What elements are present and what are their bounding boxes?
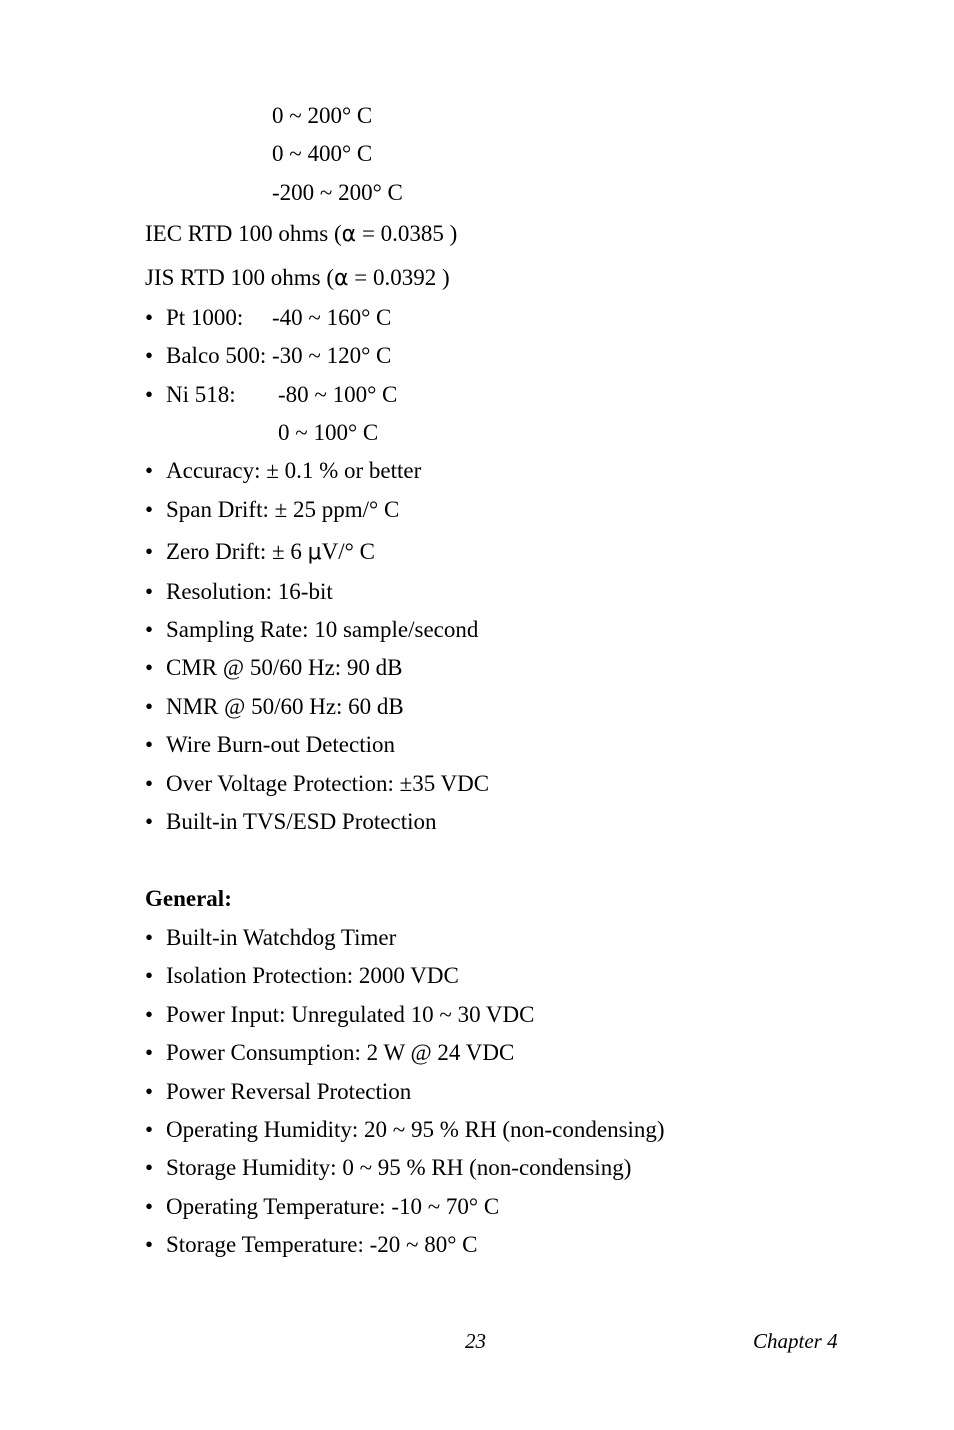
section-heading-general: General:	[145, 886, 232, 911]
list-item: Built-in Watchdog Timer	[166, 925, 397, 950]
list-item: Operating Temperature: -10 ~ 70° C	[166, 1194, 500, 1219]
iec-rtd-prefix: IEC RTD 100 ohms (	[145, 221, 342, 246]
list-item: Power Consumption: 2 W @ 24 VDC	[166, 1040, 515, 1065]
chapter-label: Chapter 4	[753, 1329, 838, 1353]
jis-rtd-line	[145, 264, 450, 293]
list-item: Accuracy: ± 0.1 % or better	[166, 458, 422, 483]
iec-rtd-suffix: = 0.0385 )	[356, 221, 458, 246]
bullet-icon: •	[145, 771, 154, 796]
bullet-icon: •	[145, 925, 154, 950]
alpha-symbol: α	[334, 266, 349, 291]
page-number: 23	[465, 1329, 486, 1353]
list-item: Power Input: Unregulated 10 ~ 30 VDC	[166, 1002, 535, 1027]
alpha-symbol: α	[341, 222, 357, 247]
bullet-icon: •	[145, 305, 154, 330]
rtd-range-line: -200 ~ 200° C	[272, 180, 403, 205]
bullet-icon: •	[145, 458, 154, 483]
zero-drift-suffix: V/° C	[321, 539, 375, 564]
bullet-icon: •	[145, 809, 154, 834]
list-item: Sampling Rate: 10 sample/second	[166, 617, 479, 642]
list-item: CMR @ 50/60 Hz: 90 dB	[166, 655, 403, 680]
sensor-label: Balco 500:	[166, 343, 267, 368]
rtd-range-line: 0 ~ 400° C	[272, 141, 373, 166]
bullet-icon: •	[145, 1117, 154, 1142]
list-item: Wire Burn-out Detection	[166, 732, 396, 757]
jis-rtd-prefix: JIS RTD 100 ohms (	[145, 265, 335, 290]
list-item: Power Reversal Protection	[166, 1079, 412, 1104]
bullet-icon: •	[145, 1040, 154, 1065]
bullet-icon: •	[145, 382, 154, 407]
list-item	[166, 342, 391, 370]
list-item	[166, 538, 375, 567]
sensor-range: -30 ~ 120° C	[272, 343, 392, 368]
bullet-icon: •	[145, 497, 154, 522]
bullet-icon: •	[145, 694, 154, 719]
list-item: Resolution: 16-bit	[166, 579, 333, 604]
jis-rtd-suffix: = 0.0392 )	[348, 265, 450, 290]
list-item: Over Voltage Protection: ±35 VDC	[166, 771, 490, 796]
list-item	[166, 381, 397, 409]
bullet-icon: •	[145, 579, 154, 604]
list-item: Operating Humidity: 20 ~ 95 % RH (non-condensing)	[166, 1117, 665, 1142]
bullet-icon: •	[145, 617, 154, 642]
bullet-icon: •	[145, 655, 154, 680]
bullet-icon: •	[145, 1194, 154, 1219]
bullet-icon: •	[145, 963, 154, 988]
bullet-icon: •	[145, 732, 154, 757]
list-item: Storage Humidity: 0 ~ 95 % RH (non-condensing)	[166, 1155, 632, 1180]
bullet-icon: •	[145, 539, 154, 564]
list-item: NMR @ 50/60 Hz: 60 dB	[166, 694, 404, 719]
list-item: Isolation Protection: 2000 VDC	[166, 963, 459, 988]
list-item: Built-in TVS/ESD Protection	[166, 809, 437, 834]
bullet-icon: •	[145, 1002, 154, 1027]
bullet-icon: •	[145, 343, 154, 368]
rtd-range-line: 0 ~ 200° C	[272, 103, 373, 128]
list-item: Span Drift: ± 25 ppm/° C	[166, 497, 400, 522]
ni518-second-range: 0 ~ 100° C	[278, 420, 379, 445]
bullet-icon: •	[145, 1232, 154, 1257]
sensor-label: Pt 1000:	[166, 305, 244, 330]
bullet-icon: •	[145, 1155, 154, 1180]
sensor-range: -40 ~ 160° C	[272, 305, 392, 330]
iec-rtd-line	[145, 220, 457, 249]
list-item: Storage Temperature: -20 ~ 80° C	[166, 1232, 478, 1257]
sensor-label: Ni 518:	[166, 382, 236, 407]
sensor-range: -80 ~ 100° C	[278, 382, 398, 407]
list-item	[166, 304, 391, 332]
zero-drift-prefix: Zero Drift: ± 6	[166, 539, 308, 564]
mu-symbol: μ	[307, 540, 322, 565]
bullet-icon: •	[145, 1079, 154, 1104]
